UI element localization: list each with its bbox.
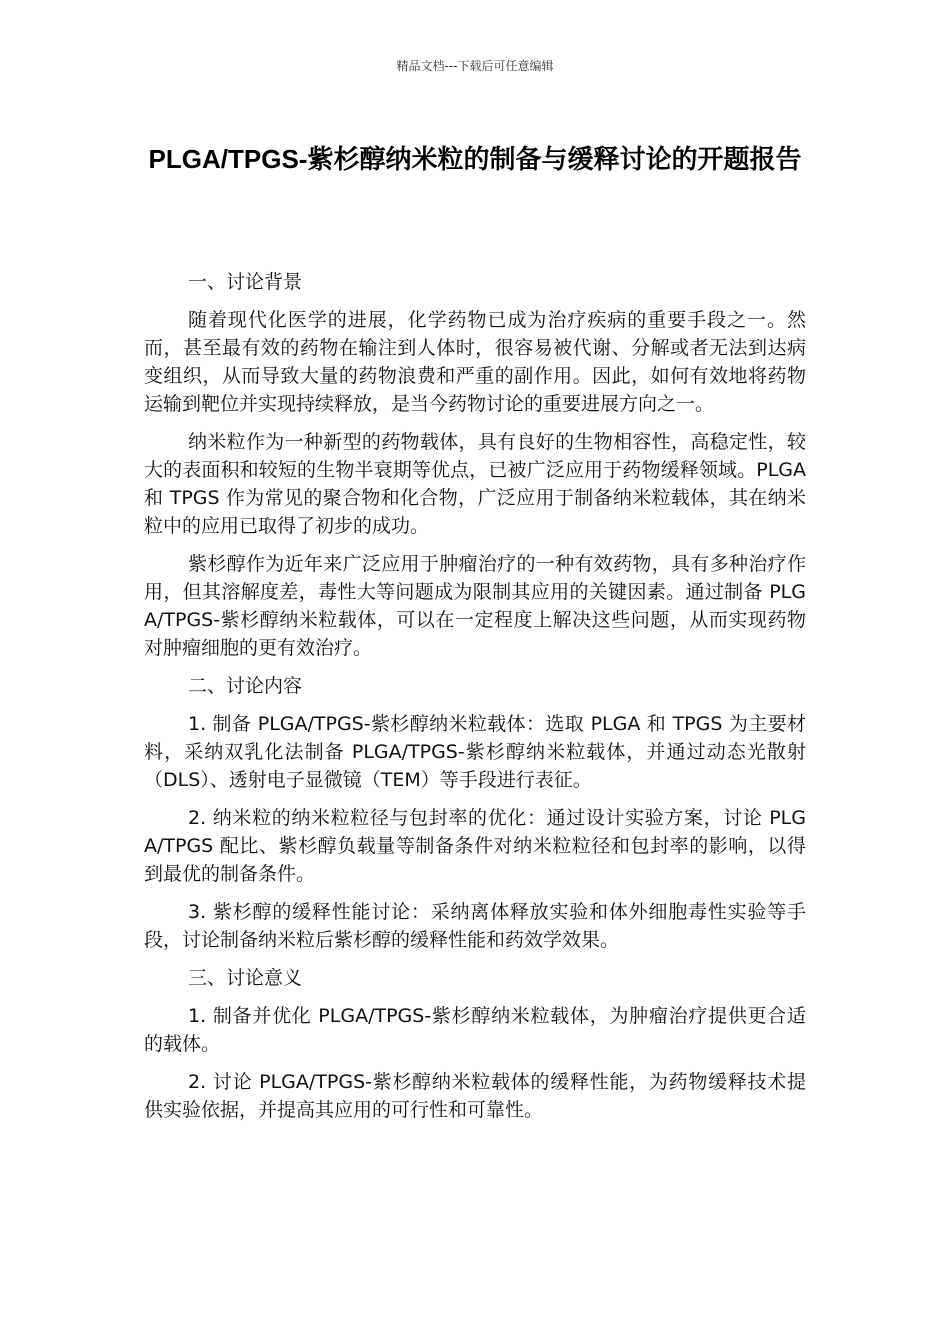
paragraph: 2. 纳米粒的纳米粒粒径与包封率的优化：通过设计实验方案，讨论 PLGA/TPGS 配比、紫杉醇负载量等制备条件对纳米粒粒径和包封率的影响，以得到最优的制备条件。: [144, 807, 806, 885]
section-heading: 一、讨论背景: [188, 271, 303, 293]
paragraph: 1. 制备并优化 PLGA/TPGS-紫杉醇纳米粒载体，为肿瘤治疗提供更合适的载体。: [144, 1005, 806, 1055]
section-significance: [144, 964, 806, 1124]
paragraph: 3. 紫杉醇的缓释性能讨论：采纳离体释放实验和体外细胞毒性实验等手段，讨论制备纳米粒后紫杉醇的缓释性能和药效学效果。: [144, 901, 806, 951]
paragraph: 纳米粒作为一种新型的药物载体，具有良好的生物相容性，高稳定性，较大的表面积和较短的生物半衰期等优点，已被广泛应用于药物缓释领域。PLGA 和 TPGS 作为常见的聚合物和化合物，广泛应用于制备纳米粒载体，其在纳米粒中的应用已取得了初步的成功。: [144, 431, 806, 537]
document-body: [144, 268, 806, 1134]
paragraph: 2. 讨论 PLGA/TPGS-紫杉醇纳米粒载体的缓释性能，为药物缓释技术提供实验依据，并提高其应用的可行性和可靠性。: [144, 1071, 806, 1121]
paragraph: 紫杉醇作为近年来广泛应用于肿瘤治疗的一种有效药物，具有多种治疗作用，但其溶解度差，毒性大等问题成为限制其应用的关键因素。通过制备 PLGA/TPGS-紫杉醇纳米粒载体，可以在一定程度上解决这些问题，从而实现药物对肿瘤细胞的更有效治疗。: [144, 553, 806, 659]
section-heading: 三、讨论意义: [188, 967, 303, 989]
paragraph: 1. 制备 PLGA/TPGS-紫杉醇纳米粒载体：选取 PLGA 和 TPGS 为主要材料，采纳双乳化法制备 PLGA/TPGS-紫杉醇纳米粒载体，并通过动态光散射（DLS）、透射电子显微镜（TEM）等手段进行表征。: [144, 713, 806, 791]
header-note: 精品文档---下载后可任意编辑: [396, 59, 554, 73]
section-heading: 二、讨论内容: [188, 675, 303, 697]
section-content: [144, 672, 806, 954]
paragraph: 随着现代化医学的进展，化学药物已成为治疗疾病的重要手段之一。然而，甚至最有效的药物在输注到人体时，很容易被代谢、分解或者无法到达病变组织，从而导致大量的药物浪费和严重的副作用。因此，如何有效地将药物运输到靶位并实现持续释放，是当今药物讨论的重要进展方向之一。: [144, 309, 806, 415]
section-background: [144, 268, 806, 662]
document-title: PLGA/TPGS-紫杉醇纳米粒的制备与缓释讨论的开题报告: [148, 144, 802, 174]
